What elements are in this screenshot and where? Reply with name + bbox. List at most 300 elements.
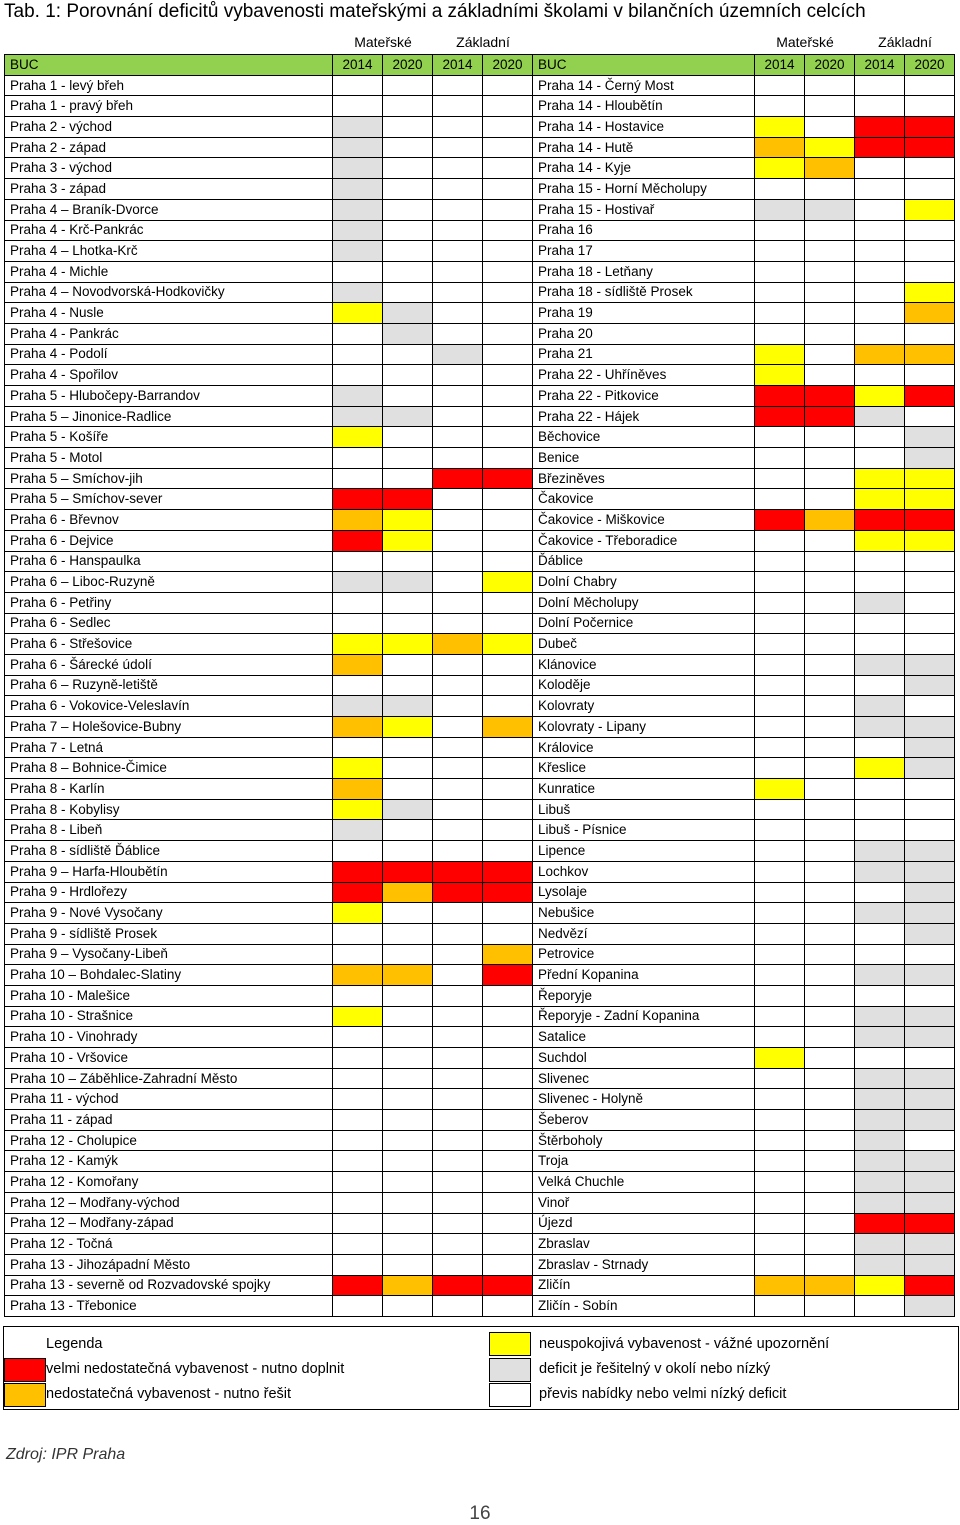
left-status-cell [383, 199, 433, 220]
right-status-cell [905, 448, 955, 469]
table-row [5, 654, 955, 675]
left-status-cell [433, 551, 483, 572]
right-status-cell [755, 468, 805, 489]
left-status-cell [383, 592, 433, 613]
right-status-cell [905, 1089, 955, 1110]
table-row [5, 820, 955, 841]
right-buc-name: Praha 14 - Hostavice [533, 117, 755, 138]
left-status-cell [383, 1089, 433, 1110]
right-status-cell [905, 344, 955, 365]
left-status-cell [483, 820, 533, 841]
right-status-cell [805, 1006, 855, 1027]
right-status-cell [905, 882, 955, 903]
right-status-cell [905, 137, 955, 158]
right-status-cell [805, 1068, 855, 1089]
right-status-cell [755, 530, 805, 551]
left-status-cell [333, 75, 383, 96]
left-status-cell [383, 179, 433, 200]
left-status-cell [483, 1213, 533, 1234]
right-buc-name: Praha 18 - sídliště Prosek [533, 282, 755, 303]
left-status-cell [333, 1027, 383, 1048]
left-buc-name: Praha 4 - Pankrác [5, 323, 333, 344]
left-status-cell [483, 882, 533, 903]
left-status-cell [483, 923, 533, 944]
table-row [5, 696, 955, 717]
left-status-cell [383, 344, 433, 365]
legend-swatch-orange [4, 1383, 46, 1407]
left-status-cell [333, 137, 383, 158]
left-status-cell [383, 613, 433, 634]
left-status-cell [383, 1213, 433, 1234]
left-status-cell [483, 137, 533, 158]
left-status-cell [483, 634, 533, 655]
right-status-cell [905, 323, 955, 344]
right-status-cell [905, 1192, 955, 1213]
right-status-cell [805, 282, 855, 303]
right-status-cell [855, 965, 905, 986]
left-status-cell [433, 1172, 483, 1193]
left-status-cell [483, 510, 533, 531]
left-status-cell [383, 1027, 433, 1048]
right-status-cell [805, 572, 855, 593]
left-status-cell [333, 530, 383, 551]
left-buc-name: Praha 8 – Bohnice-Čimice [5, 758, 333, 779]
left-status-cell [483, 717, 533, 738]
right-status-cell [755, 654, 805, 675]
right-status-cell [905, 468, 955, 489]
left-buc-name: Praha 4 - Michle [5, 261, 333, 282]
left-status-cell [433, 158, 483, 179]
right-buc-name: Zličín - Sobín [533, 1296, 755, 1317]
right-status-cell [855, 1234, 905, 1255]
right-buc-name: Čakovice - Miškovice [533, 510, 755, 531]
right-status-cell [855, 1089, 905, 1110]
right-status-cell [905, 117, 955, 138]
left-buc-name: Praha 4 – Braník-Dvorce [5, 199, 333, 220]
right-status-cell [805, 1296, 855, 1317]
right-status-cell [755, 1192, 805, 1213]
right-buc-name: Troja [533, 1151, 755, 1172]
left-status-cell [433, 1110, 483, 1131]
right-status-cell [755, 779, 805, 800]
right-status-cell [755, 985, 805, 1006]
right-status-cell [855, 923, 905, 944]
left-status-cell [333, 1275, 383, 1296]
right-status-cell [755, 1027, 805, 1048]
right-status-cell [905, 799, 955, 820]
right-status-cell [905, 75, 955, 96]
left-status-cell [483, 1006, 533, 1027]
left-status-cell [383, 1172, 433, 1193]
right-status-cell [905, 820, 955, 841]
left-status-cell [433, 303, 483, 324]
right-status-cell [855, 1172, 905, 1193]
legend-label-yellow: neuspokojivá vybavenost - vážné upozornění [539, 1336, 830, 1352]
left-status-cell [483, 241, 533, 262]
left-status-cell [433, 675, 483, 696]
left-buc-name: Praha 9 - Hrdlořezy [5, 882, 333, 903]
left-status-cell [333, 282, 383, 303]
left-buc-name: Praha 7 – Holešovice-Bubny [5, 717, 333, 738]
left-status-cell [383, 241, 433, 262]
right-status-cell [805, 737, 855, 758]
right-status-cell [755, 1275, 805, 1296]
left-buc-name: Praha 4 – Novodvorská-Hodkovičky [5, 282, 333, 303]
table-row [5, 1213, 955, 1234]
table-row [5, 448, 955, 469]
right-buc-name: Praha 15 - Horní Měcholupy [533, 179, 755, 200]
right-status-cell [855, 1048, 905, 1069]
right-status-cell [755, 448, 805, 469]
right-buc-name: Řeporyje [533, 985, 755, 1006]
left-status-cell [483, 1130, 533, 1151]
right-status-cell [755, 634, 805, 655]
left-status-cell [483, 985, 533, 1006]
right-status-cell [905, 1110, 955, 1131]
left-status-cell [483, 799, 533, 820]
right-status-cell [755, 179, 805, 200]
left-status-cell [383, 654, 433, 675]
right-status-cell [855, 1068, 905, 1089]
right-buc-name: Dolní Chabry [533, 572, 755, 593]
right-status-cell [805, 1192, 855, 1213]
left-status-cell [433, 1006, 483, 1027]
right-status-cell [855, 1006, 905, 1027]
right-buc-name: Petrovice [533, 944, 755, 965]
right-status-cell [805, 634, 855, 655]
right-status-cell [805, 758, 855, 779]
right-buc-name: Praha 18 - Letňany [533, 261, 755, 282]
right-status-cell [755, 282, 805, 303]
left-status-cell [483, 1048, 533, 1069]
right-status-cell [905, 717, 955, 738]
right-status-cell [855, 158, 905, 179]
right-zs-group-header: Základní [878, 34, 932, 50]
table-row [5, 903, 955, 924]
left-status-cell [383, 303, 433, 324]
left-status-cell [483, 261, 533, 282]
right-status-cell [805, 468, 855, 489]
right-status-cell [855, 1110, 905, 1131]
left-status-cell [333, 799, 383, 820]
left-status-cell [483, 282, 533, 303]
left-status-cell [333, 1110, 383, 1131]
left-status-cell [333, 758, 383, 779]
right-buc-name: Praha 14 - Černý Most [533, 75, 755, 96]
right-buc-name: Praha 14 - Kyje [533, 158, 755, 179]
left-status-cell [333, 427, 383, 448]
left-status-cell [433, 965, 483, 986]
left-buc-name: Praha 2 - západ [5, 137, 333, 158]
left-buc-name: Praha 10 – Záběhlice-Zahradní Město [5, 1068, 333, 1089]
left-status-cell [433, 323, 483, 344]
left-status-cell [483, 303, 533, 324]
right-status-cell [855, 282, 905, 303]
legend-swatch-red [4, 1358, 46, 1382]
left-buc-name: Praha 12 – Modřany-východ [5, 1192, 333, 1213]
left-status-cell [433, 261, 483, 282]
right-status-cell [805, 944, 855, 965]
left-status-cell [483, 448, 533, 469]
right-buc-name: Kolovraty - Lipany [533, 717, 755, 738]
right-status-cell [905, 179, 955, 200]
right-status-cell [905, 96, 955, 117]
left-status-cell [383, 75, 433, 96]
year-header: 2014 [433, 55, 483, 76]
left-status-cell [333, 923, 383, 944]
right-status-cell [755, 1172, 805, 1193]
right-status-cell [805, 137, 855, 158]
right-status-cell [805, 654, 855, 675]
left-status-cell [483, 1172, 533, 1193]
header-row [5, 55, 955, 76]
right-buc-name: Klánovice [533, 654, 755, 675]
left-status-cell [433, 779, 483, 800]
left-buc-name: Praha 6 - Dejvice [5, 530, 333, 551]
left-buc-name: Praha 6 - Sedlec [5, 613, 333, 634]
right-status-cell [805, 1130, 855, 1151]
left-status-cell [483, 551, 533, 572]
legend-label-red: velmi nedostatečná vybavenost - nutno doplnit [46, 1361, 345, 1377]
table-row [5, 1275, 955, 1296]
left-buc-name: Praha 13 - severně od Rozvadovské spojky [5, 1275, 333, 1296]
left-status-cell [383, 841, 433, 862]
right-status-cell [855, 551, 905, 572]
left-status-cell [383, 820, 433, 841]
left-status-cell [483, 323, 533, 344]
left-status-cell [483, 427, 533, 448]
table-row [5, 323, 955, 344]
right-status-cell [855, 572, 905, 593]
right-status-cell [805, 406, 855, 427]
table-row [5, 882, 955, 903]
legend-swatch-white [489, 1383, 531, 1407]
right-status-cell [905, 592, 955, 613]
right-status-cell [805, 489, 855, 510]
left-status-cell [483, 365, 533, 386]
left-status-cell [433, 861, 483, 882]
left-buc-name: Praha 8 - Libeň [5, 820, 333, 841]
left-status-cell [383, 530, 433, 551]
right-status-cell [755, 1151, 805, 1172]
left-status-cell [383, 861, 433, 882]
left-status-cell [383, 923, 433, 944]
left-status-cell [483, 220, 533, 241]
table-row [5, 861, 955, 882]
right-status-cell [755, 344, 805, 365]
right-status-cell [805, 303, 855, 324]
right-buc-name: Újezd [533, 1213, 755, 1234]
left-zs-group-header: Základní [456, 34, 510, 50]
left-status-cell [383, 323, 433, 344]
left-status-cell [433, 117, 483, 138]
left-status-cell [483, 406, 533, 427]
right-status-cell [855, 654, 905, 675]
left-buc-name: Praha 6 – Ruzyně-letiště [5, 675, 333, 696]
right-buc-name: Zbraslav [533, 1234, 755, 1255]
right-status-cell [755, 406, 805, 427]
left-status-cell [483, 841, 533, 862]
left-status-cell [333, 1048, 383, 1069]
right-buc-name: Březiněves [533, 468, 755, 489]
left-status-cell [333, 1192, 383, 1213]
left-status-cell [333, 1006, 383, 1027]
right-status-cell [855, 1192, 905, 1213]
left-buc-name: Praha 2 - východ [5, 117, 333, 138]
left-status-cell [333, 158, 383, 179]
left-status-cell [383, 634, 433, 655]
left-ms-group-header: Mateřské [354, 34, 412, 50]
left-status-cell [433, 241, 483, 262]
right-status-cell [805, 1254, 855, 1275]
right-status-cell [905, 944, 955, 965]
right-status-cell [855, 468, 905, 489]
right-status-cell [805, 551, 855, 572]
right-buc-name: Praha 21 [533, 344, 755, 365]
left-status-cell [383, 551, 433, 572]
left-status-cell [383, 1006, 433, 1027]
right-status-cell [805, 158, 855, 179]
left-status-cell [433, 1151, 483, 1172]
left-status-cell [333, 861, 383, 882]
right-status-cell [805, 1110, 855, 1131]
right-status-cell [755, 220, 805, 241]
left-status-cell [433, 1234, 483, 1255]
left-status-cell [483, 468, 533, 489]
left-status-cell [483, 386, 533, 407]
left-status-cell [433, 1068, 483, 1089]
table-row [5, 1089, 955, 1110]
year-header: 2014 [333, 55, 383, 76]
table-row [5, 779, 955, 800]
left-status-cell [483, 1068, 533, 1089]
table-row [5, 551, 955, 572]
left-status-cell [383, 985, 433, 1006]
right-buc-name: Praha 16 [533, 220, 755, 241]
right-buc-name: Dolní Měcholupy [533, 592, 755, 613]
table-row [5, 592, 955, 613]
table-row [5, 282, 955, 303]
right-status-cell [755, 572, 805, 593]
right-status-cell [755, 261, 805, 282]
right-status-cell [905, 220, 955, 241]
buc-header: BUC [5, 55, 333, 76]
column-group-headers [0, 34, 960, 52]
left-status-cell [383, 572, 433, 593]
left-status-cell [433, 1130, 483, 1151]
right-status-cell [805, 261, 855, 282]
right-status-cell [805, 613, 855, 634]
right-status-cell [805, 448, 855, 469]
left-status-cell [433, 1192, 483, 1213]
left-status-cell [333, 737, 383, 758]
right-buc-name: Štěrboholy [533, 1130, 755, 1151]
left-status-cell [383, 717, 433, 738]
left-buc-name: Praha 10 - Vršovice [5, 1048, 333, 1069]
right-status-cell [755, 1006, 805, 1027]
left-status-cell [383, 1068, 433, 1089]
left-status-cell [333, 1130, 383, 1151]
year-header: 2020 [483, 55, 533, 76]
table-row [5, 179, 955, 200]
right-status-cell [805, 696, 855, 717]
left-status-cell [383, 944, 433, 965]
left-status-cell [333, 654, 383, 675]
right-status-cell [755, 1110, 805, 1131]
right-buc-name: Slivenec [533, 1068, 755, 1089]
right-status-cell [905, 303, 955, 324]
left-status-cell [383, 510, 433, 531]
left-status-cell [383, 903, 433, 924]
left-status-cell [383, 1234, 433, 1255]
left-status-cell [383, 1296, 433, 1317]
left-status-cell [383, 261, 433, 282]
left-status-cell [383, 696, 433, 717]
right-status-cell [855, 903, 905, 924]
table-row [5, 303, 955, 324]
left-status-cell [483, 344, 533, 365]
left-status-cell [483, 965, 533, 986]
legend-label-white: převis nabídky nebo velmi nízký deficit [539, 1386, 787, 1402]
right-status-cell [805, 717, 855, 738]
table-row [5, 944, 955, 965]
right-status-cell [855, 117, 905, 138]
left-status-cell [333, 551, 383, 572]
source-note: Zdroj: IPR Praha [6, 1446, 126, 1463]
left-status-cell [483, 861, 533, 882]
left-buc-name: Praha 6 – Liboc-Ruzyně [5, 572, 333, 593]
left-buc-name: Praha 6 - Vokovice-Veleslavín [5, 696, 333, 717]
left-buc-name: Praha 12 - Točná [5, 1234, 333, 1255]
right-status-cell [905, 1296, 955, 1317]
left-status-cell [483, 1275, 533, 1296]
right-status-cell [755, 1234, 805, 1255]
left-status-cell [433, 448, 483, 469]
left-status-cell [333, 365, 383, 386]
left-status-cell [333, 675, 383, 696]
right-status-cell [905, 841, 955, 862]
right-status-cell [855, 717, 905, 738]
right-buc-name: Ďáblice [533, 551, 755, 572]
right-status-cell [905, 199, 955, 220]
right-status-cell [905, 985, 955, 1006]
left-status-cell [383, 137, 433, 158]
right-status-cell [855, 861, 905, 882]
left-status-cell [333, 1296, 383, 1317]
right-buc-name: Běchovice [533, 427, 755, 448]
left-status-cell [483, 675, 533, 696]
right-status-cell [755, 799, 805, 820]
left-status-cell [333, 468, 383, 489]
left-buc-name: Praha 5 – Jinonice-Radlice [5, 406, 333, 427]
right-status-cell [755, 737, 805, 758]
right-buc-name: Dolní Počernice [533, 613, 755, 634]
right-status-cell [905, 675, 955, 696]
left-status-cell [333, 1213, 383, 1234]
right-status-cell [855, 1027, 905, 1048]
right-status-cell [755, 696, 805, 717]
right-status-cell [905, 1027, 955, 1048]
left-status-cell [433, 75, 483, 96]
right-status-cell [755, 841, 805, 862]
table-row [5, 1110, 955, 1131]
table-row [5, 427, 955, 448]
right-status-cell [855, 841, 905, 862]
right-status-cell [855, 241, 905, 262]
right-status-cell [905, 654, 955, 675]
left-buc-name: Praha 3 - východ [5, 158, 333, 179]
right-status-cell [755, 1048, 805, 1069]
